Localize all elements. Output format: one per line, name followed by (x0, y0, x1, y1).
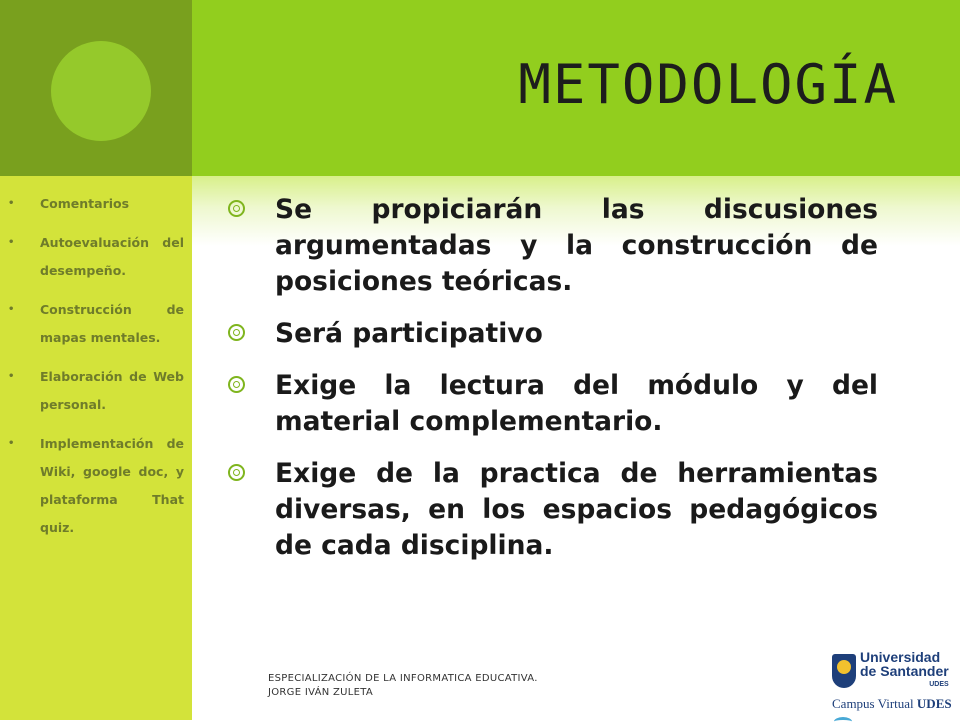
sidebar-top-panel (0, 0, 192, 176)
sidebar-item: • Construcción de mapas mentales. (8, 296, 184, 352)
bullet-dot-icon: • (8, 438, 15, 449)
logo-line-2: de Santander (860, 663, 949, 679)
campus-virtual-logo: Campus Virtual UDES (832, 696, 956, 728)
main-bullet-item: Exige de la practica de herramientas diversas, en los espacios pedagógicos de cada disciplina. (228, 456, 878, 564)
footer-text (268, 672, 538, 700)
sidebar-item: • Elaboración de Web personal. (8, 363, 184, 419)
sidebar-item: • Implementación de Wiki, google doc, y plataforma That quiz. (8, 430, 184, 542)
footer-line-1: ESPECIALIZACIÓN DE LA INFORMATICA EDUCATIVA. (268, 673, 538, 684)
main-bullet-list (228, 192, 878, 580)
circle-bullet-icon (228, 200, 245, 217)
slide-title: METODOLOGÍA (518, 53, 898, 116)
bullet-dot-icon: • (8, 198, 15, 209)
logo-short: UDES (929, 681, 949, 688)
bullet-dot-icon: • (8, 371, 15, 382)
main-bullet-item: Exige la lectura del módulo y del material complementario. (228, 368, 878, 440)
sidebar-item: • Autoevaluación del desempeño. (8, 229, 184, 285)
circle-bullet-icon (228, 376, 245, 393)
shield-icon (832, 654, 856, 688)
circle-bullet-icon (228, 464, 245, 481)
main-bullet-item: Será participativo (228, 316, 878, 352)
university-logo (832, 650, 956, 716)
sidebar-item: • Comentarios (8, 190, 184, 218)
logo-line-1: Universidad (860, 649, 941, 665)
bullet-dot-icon: • (8, 237, 15, 248)
decorative-circle (51, 41, 151, 141)
swoosh-icon (834, 717, 852, 726)
circle-bullet-icon (228, 324, 245, 341)
bullet-dot-icon: • (8, 304, 15, 315)
main-bullet-item: Se propiciarán las discusiones argumentadas y la construcción de posiciones teóricas. (228, 192, 878, 300)
footer-line-2: JORGE IVÁN ZULETA (268, 687, 373, 698)
sidebar-list (8, 190, 184, 553)
